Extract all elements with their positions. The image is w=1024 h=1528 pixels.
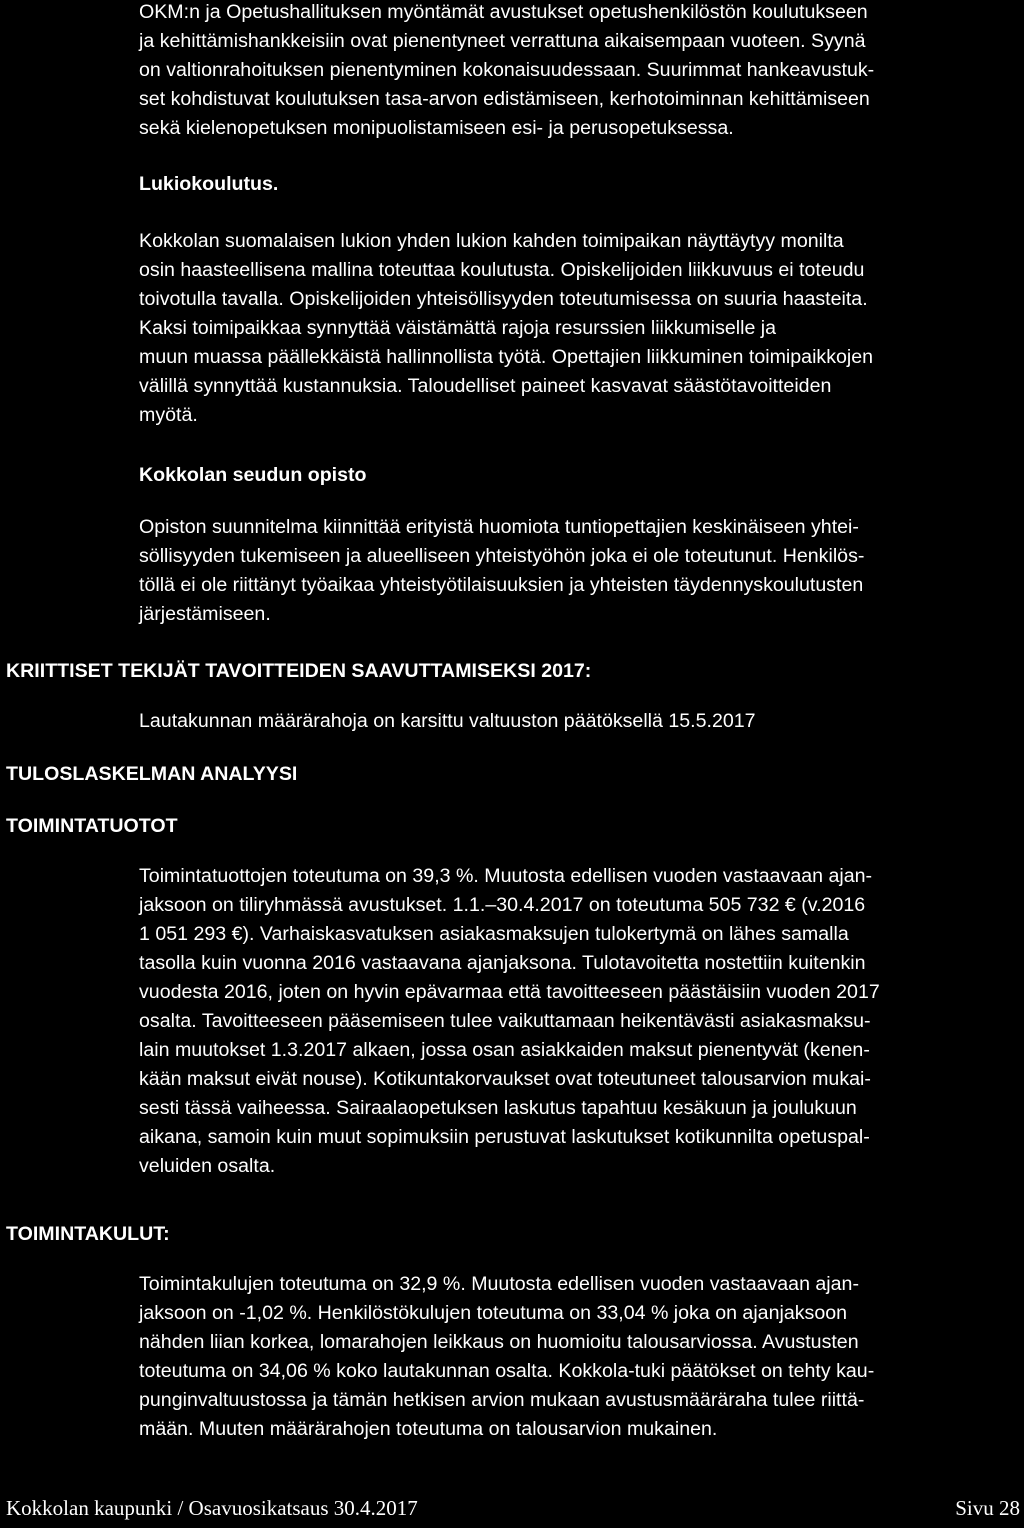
text-line: söllisyyden tukemiseen ja alueelliseen yhteistyöhön joka ei ole toteutunut. Henkilös-	[139, 545, 865, 567]
text-line: aikana, samoin kuin muut sopimuksiin perustuvat laskutukset kotikunnilta opetuspal-	[139, 1126, 870, 1148]
text-line: punginvaltuustossa ja tämän hetkisen arvion mukaan avustusmääräraha tulee riittä-	[139, 1389, 865, 1411]
text-line: Lautakunnan määrärahoja on karsittu valtuuston päätöksellä 15.5.2017	[139, 710, 756, 732]
text-line: jaksoon on tiliryhmässä avustukset. 1.1.–30.4.2017 on toteutuma 505 732 € (v.2016	[139, 894, 866, 916]
text-line: Kokkolan suomalaisen lukion yhden lukion kahden toimipaikan näyttäytyy monilta	[139, 230, 844, 252]
text-line: toivotulla tavalla. Opiskelijoiden yhteisöllisyyden toteutumisessa on suuria haasteita.	[139, 288, 868, 310]
text-line: Toimintakulujen toteutuma on 32,9 %. Muutosta edellisen vuoden vastaavaan ajan-	[139, 1273, 859, 1295]
opisto-heading: Kokkolan seudun opisto	[139, 464, 367, 486]
text-line: töllä ei ole riittänyt työaikaa yhteistyötilaisuuksien ja yhteisten täydennyskoulutusten	[139, 574, 864, 596]
text-line: jaksoon on -1,02 %. Henkilöstökulujen toteutuma on 33,04 % joka on ajanjaksoon	[139, 1302, 848, 1324]
text-line: on valtionrahoituksen pienentyminen kokonaisuudessaan. Suurimmat hankeavustuk-	[139, 59, 875, 81]
tuotot-paragraph	[139, 862, 880, 1181]
text-line: set kohdistuvat koulutuksen tasa-arvon edistämiseen, kerhotoiminnan kehittämiseen	[139, 88, 870, 110]
text-line: järjestämiseen.	[139, 603, 271, 625]
text-line: lain muutokset 1.3.2017 alkaen, jossa osan asiakkaiden maksut pienentyvät (kenen-	[139, 1039, 870, 1061]
text-line: vuodesta 2016, joten on hyvin epävarmaa että tavoitteeseen päästäisiin vuoden 2017	[139, 981, 880, 1003]
lukio-paragraph	[139, 227, 873, 430]
text-line: muun muassa päällekkäistä hallinnollista työtä. Opettajien liikkuminen toimipaikkojen	[139, 346, 874, 368]
opisto-paragraph	[139, 513, 864, 629]
footer-page-number: Sivu 28	[955, 1496, 1020, 1520]
text-line: sesti tässä vaiheessa. Sairaalaopetuksen laskutus tapahtuu kesäkuun ja joulukuun	[139, 1097, 857, 1119]
kulut-label: TOIMINTAKULUT:	[6, 1223, 170, 1245]
text-line: osalta. Tavoitteeseen pääsemiseen tulee vaikuttamaan heikentävästi asiakasmaksu-	[139, 1010, 871, 1032]
tulos-heading: TULOSLASKELMAN ANALYYSI	[6, 763, 298, 785]
kriittiset-heading: KRIITTISET TEKIJÄT TAVOITTEIDEN SAAVUTTAMISEKSI 2017:	[6, 660, 592, 682]
kriittiset-text	[139, 707, 756, 736]
text-line: osin haasteellisena mallina toteuttaa koulutusta. Opiskelijoiden liikkuvuus ei toteudu	[139, 259, 865, 281]
text-line: sekä kielenopetuksen monipuolistamiseen esi- ja perusopetuksessa.	[139, 117, 734, 139]
text-line: toteutuma on 34,06 % koko lautakunnan osalta. Kokkola-tuki päätökset on tehty kau-	[139, 1360, 875, 1382]
kulut-paragraph	[139, 1270, 874, 1444]
text-line: 1 051 293 €). Varhaiskasvatuksen asiakasmaksujen tulokertymä on lähes samalla	[139, 923, 849, 945]
tuotot-label: TOIMINTATUOTOT	[6, 815, 178, 837]
text-line: Kaksi toimipaikkaa synnyttää väistämättä rajoja resurssien liikkumiselle ja	[139, 317, 777, 339]
text-line: kään maksut eivät nouse). Kotikuntakorvaukset ovat toteutuneet talousarvion mukai-	[139, 1068, 871, 1090]
text-line: ja kehittämishankkeisiin ovat pienentyneet verrattuna aikaisempaan vuoteen. Syynä	[139, 30, 866, 52]
text-line: myötä.	[139, 404, 198, 426]
text-line: välillä synnyttää kustannuksia. Taloudelliset paineet kasvavat säästötavoitteiden	[139, 375, 832, 397]
lukio-heading: Lukiokoulutus.	[139, 173, 279, 195]
text-line: veluiden osalta.	[139, 1155, 276, 1177]
text-line: nähden liian korkea, lomarahojen leikkaus on huomioitu talousarviossa. Avustusten	[139, 1331, 859, 1353]
footer-document-title: Kokkolan kaupunki / Osavuosikatsaus 30.4.2017	[6, 1496, 418, 1520]
text-line: Toimintatuottojen toteutuma on 39,3 %. Muutosta edellisen vuoden vastaavaan ajan-	[139, 865, 873, 887]
text-line: Opiston suunnitelma kiinnittää erityistä huomiota tuntiopettajien keskinäiseen yhtei-	[139, 516, 859, 538]
text-line: tasolla kuin vuonna 2016 vastaavana ajanjaksona. Tulotavoitetta nostettiin kuitenkin	[139, 952, 866, 974]
intro-paragraph	[139, 0, 874, 143]
text-line: mään. Muuten määrärahojen toteutuma on talousarvion mukainen.	[139, 1418, 718, 1440]
text-line: OKM:n ja Opetushallituksen myöntämät avustukset opetushenkilöstön koulutukseen	[139, 1, 868, 23]
